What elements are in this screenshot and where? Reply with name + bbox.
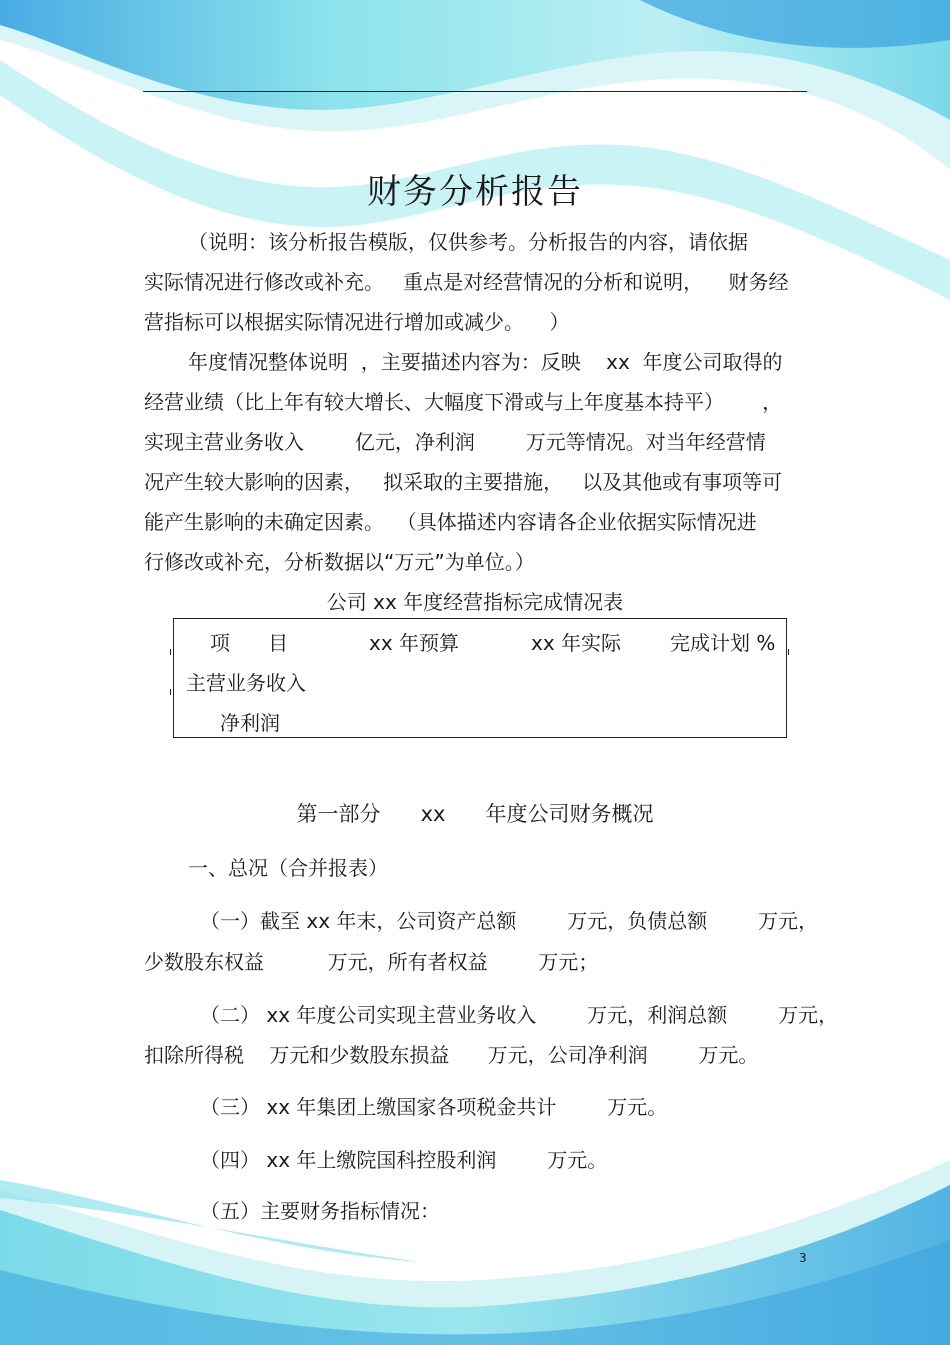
intro-line: 能产生影响的未确定因素。 （具体描述内容请各企业依据实际情况进 xyxy=(144,510,757,534)
body-line: 扣除所得税 万元和少数股东损益 万元，公司净利润 万元。 xyxy=(144,1043,759,1067)
table-row-label: 主营业务收入 xyxy=(186,671,306,695)
intro-line: （说明：该分析报告模版，仅供参考。分析报告的内容，请依据 xyxy=(188,230,748,254)
section-title: 第一部分 xx 年度公司财务概况 xyxy=(296,802,654,826)
body-line: （三） xx 年集团上缴国家各项税金共计 万元。 xyxy=(200,1095,668,1119)
header-rule xyxy=(143,91,807,92)
intro-line: 实现主营业务收入 亿元，净利润 万元等情况。对当年经营情 xyxy=(144,430,766,454)
table-header-item: 项 目 xyxy=(210,631,289,655)
table-caption: 公司 xx 年度经营指标完成情况表 xyxy=(326,590,624,614)
document-title: 财务分析报告 xyxy=(367,172,583,212)
body-line: （一）截至 xx 年末，公司资产总额 万元，负债总额 万元， xyxy=(200,909,819,933)
body-line: （四） xx 年上缴院国科控股利润 万元。 xyxy=(200,1148,608,1172)
intro-line: 营指标可以根据实际情况进行增加或减少。 ） xyxy=(144,310,570,334)
table-header-actual: xx 年实际 xyxy=(531,631,622,655)
table-tick xyxy=(788,649,789,655)
intro-line: 况产生较大影响的因素， 拟采取的主要措施， 以及其他或有事项等可 xyxy=(144,470,783,494)
intro-line: 年度情况整体说明 ，主要描述内容为：反映 xx 年度公司取得的 xyxy=(188,350,783,374)
intro-line: 经营业绩（比上年有较大增长、大幅度下滑或与上年度基本持平） ， xyxy=(144,390,783,414)
intro-line: 行修改或补充，分析数据以“万元”为单位。） xyxy=(144,550,535,574)
table-header-budget: xx 年预算 xyxy=(369,631,460,655)
indicator-table xyxy=(173,618,787,738)
page-number: 3 xyxy=(799,1251,807,1265)
table-row-label: 净利润 xyxy=(220,711,280,735)
body-line: 一、总况（合并报表） xyxy=(188,856,388,880)
table-tick xyxy=(170,689,171,695)
body-line: （二） xx 年度公司实现主营业务收入 万元，利润总额 万元， xyxy=(200,1003,839,1027)
body-line: 少数股东权益 万元，所有者权益 万元； xyxy=(144,950,599,974)
body-line: （五）主要财务指标情况： xyxy=(200,1199,440,1223)
table-header-completion: 完成计划 % xyxy=(670,631,776,655)
intro-line: 实际情况进行修改或补充。 重点是对经营情况的分析和说明， 财务经 xyxy=(144,270,789,294)
table-tick xyxy=(170,649,171,655)
